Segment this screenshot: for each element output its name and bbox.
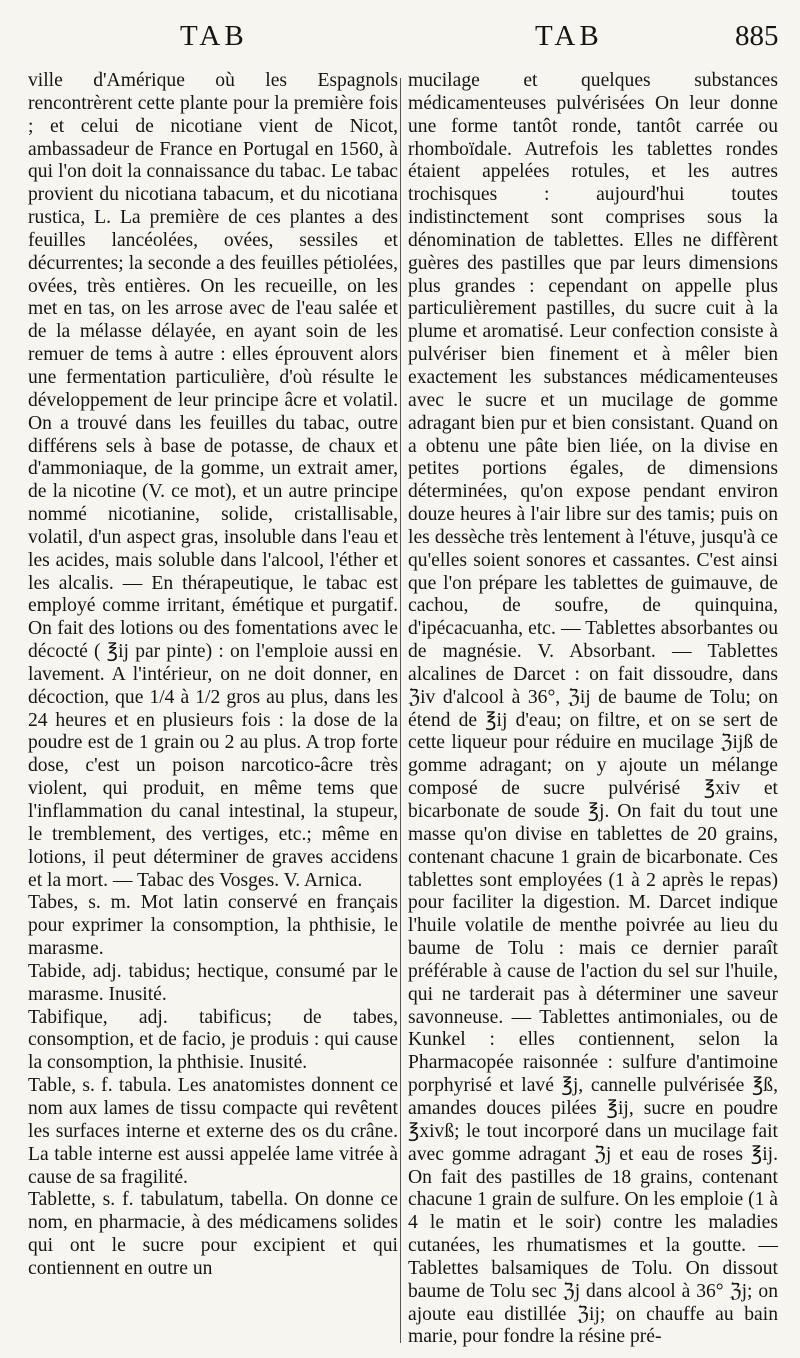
- page-header: [0, 20, 800, 70]
- running-head-left: TAB: [180, 20, 248, 52]
- tablette-entry-continuation: mucilage et quelques substances médicamenteuses pulvérisées On leur donne une forme tantôt ronde, tantôt carrée ou rhomboïdale. Autrefois les tablettes rondes étaient appelées rotules, et les autres trochisques : aujourd'hui toutes indistinctement sont comprises sous la dénomination de tablettes. Elles ne diffèrent guères des pastilles que par leurs dimensions plus grandes : cependant on appelle plus particulièrement pastilles, du sucre cuit à la plume et aromatisé. Leur confection consiste à pulvériser bien finement et à mêler bien exactement les substances médicamenteuses avec le sucre et un mucilage de gomme adragant bien pur et bien consistant. Quand on a obtenu une pâte bien liée, on la divise en petites portions égales, de dimensions déterminées, qu'on expose pendant environ douze heures à l'air libre sur des tamis; puis on les dessèche très lentement à l'étuve, jusqu'à ce qu'elles soient sonores et cassantes. C'est ainsi que l'on prépare les tablettes de guimauve, de cachou, de soufre, de quinquina, d'ipécacuanha, etc. — Tablettes absorbantes ou de magnésie. V. Absorbant. — Tablettes alcalines de Darcet : on fait dissoudre, dans ℨiv d'alcool à 36°, ℨij de baume de Tolu; on étend de ℥ij d'eau; on filtre, et on se sert de cette liqueur pour réduire en mucilage ℨijß de gomme adragant; on y ajoute un mélange composé de sucre pulvérisé ℥xiv et bicarbonate de soude ℥j. On fait du tout une masse qu'on divise en tablettes de 20 grains, contenant chacune 1 grain de bicarbonate. Ces tablettes sont employées (1 à 2 après le repas) pour faciliter la digestion. M. Darcet indique l'huile volatile de menthe poivrée au lieu du baume de Tolu : mais ce dernier paraît préférable à cause de l'action du sel sur l'huile, qui ne tarderait pas à déterminer une saveur savonneuse. — Tablettes antimoniales, ou de Kunkel : elles contiennent, selon la Pharmacopée raisonnée : sulfure d'antimoine porphyrisé et lavé ℥j, cannelle pulvérisée ℥ß, amandes douces pilées ℥ij, sucre en poudre ℥xivß; le tout incorporé dans un mucilage fait avec gomme adragant ℨj et eau de roses ℥ij. On fait des pastilles de 18 grains, contenant chacune 1 grain de sulfure. On les emploie (1 à 4 le matin et le soir) contre les maladies cutanées, les rhumatismes et la goutte. — Tablettes balsamiques de Tolu. On dissout baume de Tolu sec ℨj dans alcool à 36° ℨj; on ajoute eau distillée ℨij; on chauffe au bain marie, pour fondre la résine pré-: [408, 70, 778, 1348]
- entry-tabes: Tabes, s. m. Mot latin conservé en français pour exprimer la consomption, la phthisie, le marasme.: [28, 892, 398, 960]
- entry-table: Table, s. f. tabula. Les anatomistes donnent ce nom aux lames de tissu compacte qui revêtent les surfaces interne et externe des os du crâne. La table interne est aussi appelée lame vitrée à cause de sa fragilité.: [28, 1075, 398, 1188]
- page-number: 885: [735, 20, 779, 52]
- right-column: [408, 70, 778, 1349]
- entry-tabide: Tabide, adj. tabidus; hectique, consumé par le marasme. Inusité.: [28, 960, 398, 1005]
- column-divider: [400, 78, 401, 1343]
- running-head-right: TAB: [535, 20, 603, 52]
- entry-tabifique: Tabifique, adj. tabificus; de tabes, consomption, et de facio, je produis : qui cause la consomption, la phthisie. Inusité.: [28, 1006, 398, 1074]
- left-column: [28, 70, 398, 1281]
- entry-tablette: Tablette, s. f. tabulatum, tabella. On donne ce nom, en pharmacie, à des médicamens solides qui ont le sucre pour excipient et qui contiennent en outre un: [28, 1189, 398, 1279]
- tabac-entry-continuation: ville d'Amérique où les Espagnols rencontrèrent cette plante pour la première fois ; et celui de nicotiane vient de Nicot, ambassadeur de France en Portugal en 1560, à qui l'on doit la connaissance du tabac. Le tabac provient du nicotiana tabacum, et du nicotiana rustica, L. La première de ces plantes a des feuilles lancéolées, ovées, sessiles et décurrentes; la seconde a des feuilles pétiolées, ovées, très entières. On les recueille, on les met en tas, on les arrose avec de l'eau salée et de la mélasse délayée, en ayant soin de les remuer de tems à autre : elles éprouvent alors une fermentation particulière, d'où résulte le développement de leur principe âcre et volatil. On a trouvé dans les feuilles du tabac, outre différens sels à base de potasse, de chaux et d'ammoniaque, de la gomme, un extrait amer, de la nicotine (V. ce mot), et un autre principe nommé nicotianine, solide, cristallisable, volatil, d'un aspect gras, insoluble dans l'eau et les acides, mais soluble dans l'alcool, l'éther et les alcalis. — En thérapeutique, le tabac est employé comme irritant, émétique et purgatif. On fait des lotions ou des fomentations avec le décocté ( ℥ij par pinte) : on l'emploie aussi en lavement. A l'intérieur, on ne doit donner, en décoction, que 1/4 à 1/2 gros au plus, dans les 24 heures et en plusieurs fois : la dose de la poudre est de 1 grain ou 2 au plus. A trop forte dose, c'est un poison narcotico-âcre très violent, qui produit, en même tems que l'inflammation du canal intestinal, la stupeur, le tremblement, des vertiges, etc.; même en lotions, il peut déterminer de graves accidens et la mort. — Tabac des Vosges. V. Arnica.: [28, 70, 398, 891]
